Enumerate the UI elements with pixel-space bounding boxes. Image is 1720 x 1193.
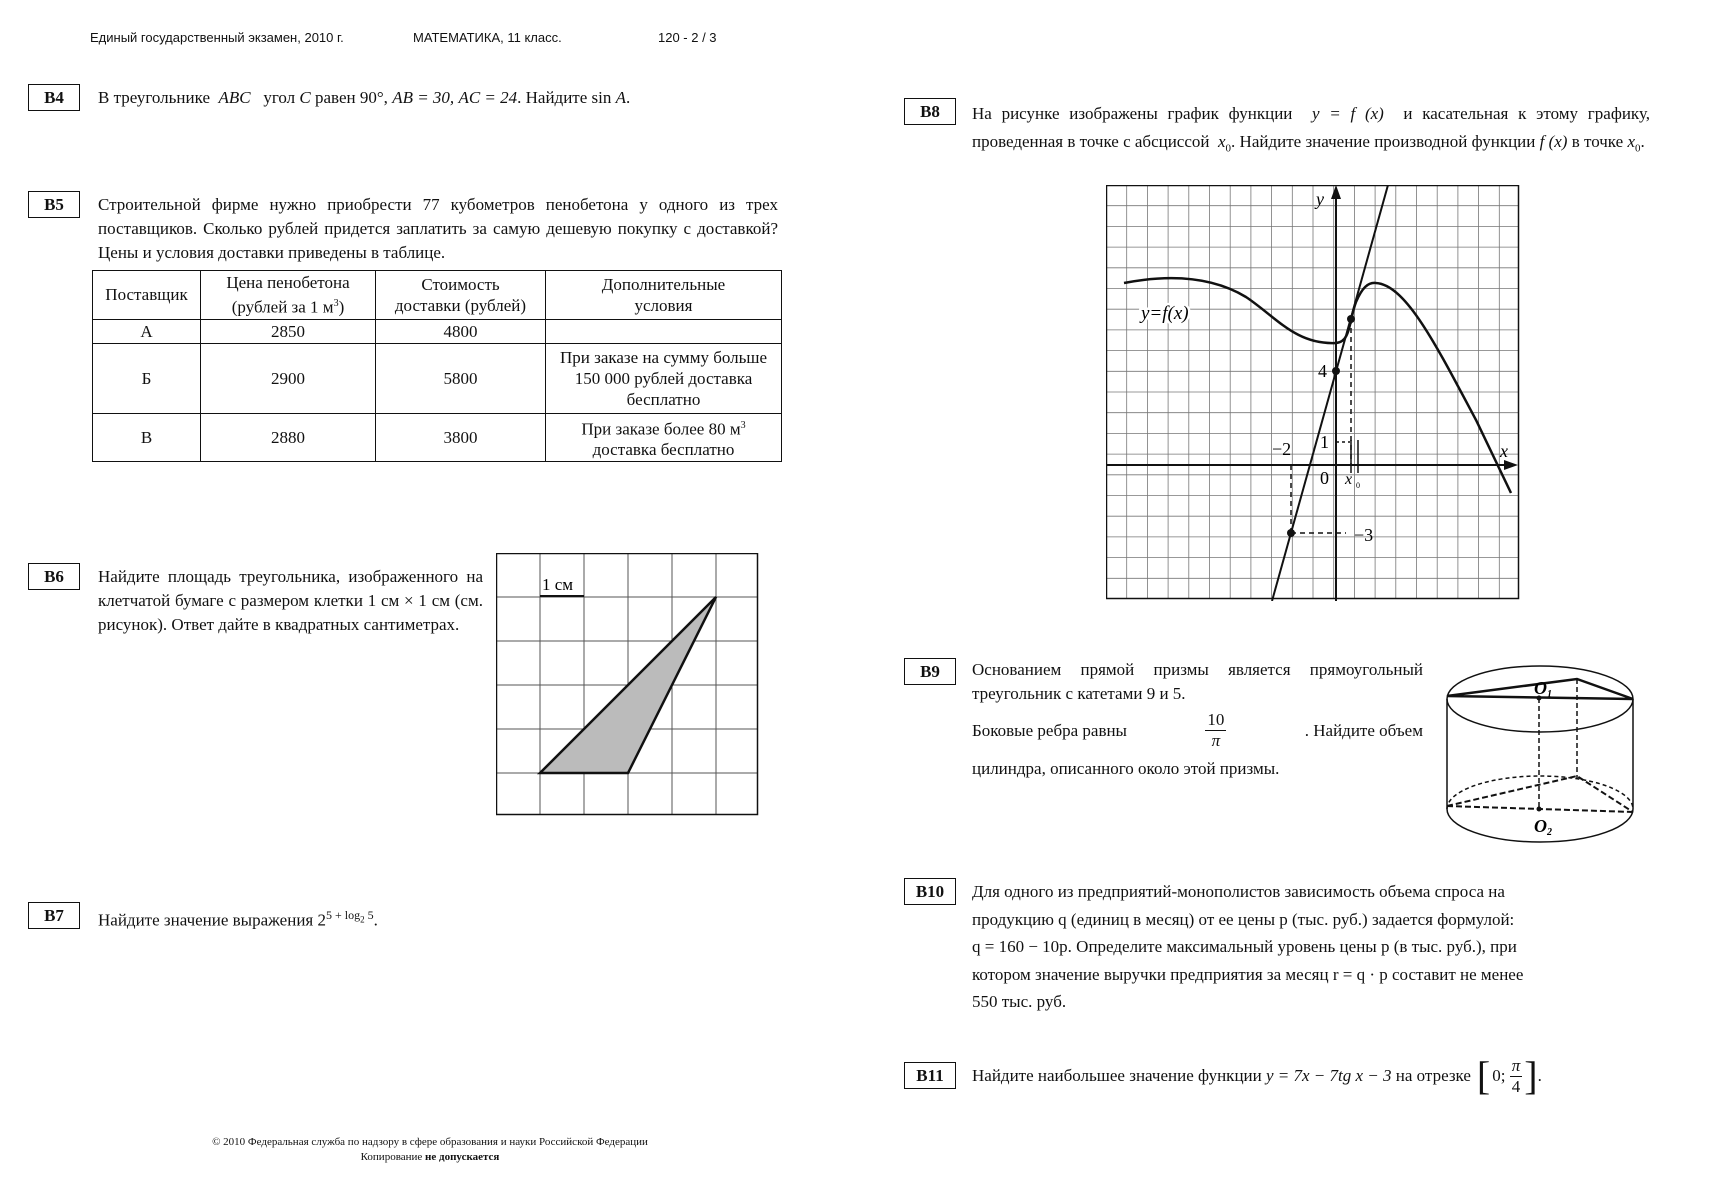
task-label-b11: B11 [904,1062,956,1089]
table-cell: 2850 [201,319,376,343]
table-header: Поставщик [93,271,201,320]
task-b5-text: Строительной фирме нужно приобрести 77 кубометров пенобетона у одного из трех поставщиков. Сколько рублей придется заплатить за самую дешевую покупку с доставкой? Цены и условия доставки приведены в таблице. [98,195,778,262]
task-b10-text: Для одного из предприятий-монополистов зависимость объема спроса на продукцию q (единиц в месяц) от ее цены p (тыс. руб.) задается формулой: q = 160 − 10p. Определите максимальный уровень цены p (в тыс. руб.), при котором значение выручки предприятия за месяц r = q · p составит не менее 550 тыс. руб. [972,882,1524,1011]
table-cell: В [93,413,201,462]
tick-label: x [1345,471,1353,488]
task-label-b10: B10 [904,878,956,905]
table-cell: А [93,319,201,343]
function-graph [1106,185,1520,601]
task-label-b7: B7 [28,902,80,929]
fraction: $\frac{10}{\pi}$ [1207,710,1225,750]
header-exam: Единый государственный экзамен, 2010 г. [90,30,344,45]
task-b11-text: Найдите наибольшее значение функции y = 7x − 7tg x − 3 на отрезке [ 0; $\frac{\pi}{4}$ ] . [972,1053,1542,1098]
table-row [93,319,782,343]
task-label-b5: B5 [28,191,80,218]
table-cell: При заказе более 80 $м^3$ доставка бесплатно [546,413,782,462]
x-axis-label: x [1500,441,1508,461]
tick-label: 0 [1356,481,1360,490]
tick-label: −2 [1272,439,1292,459]
task-b7-text: Найдите значение выражения $2^{5 + log_2 5}$. [98,908,378,930]
task-b8-text: На рисунке изображены график функции y = f (x) и касательная к этому графику, проведенная в точке с абсциссой $x_0$. Найдите значение производной функции f (x) в точке $x_0$. [972,104,1650,155]
table-header: Цена пенобетона (рублей за 1 $м^3$) [201,271,376,320]
tick-label: 4 [1318,361,1327,381]
task-label-b8: B8 [904,98,956,125]
task-b6-text: Найдите площадь треугольника, изображенного на клетчатой бумаге с размером клетки 1 см × 1 см (см. рисунок). Ответ дайте в квадратных сантиметрах. [98,567,483,634]
label-o2: O2 [1534,816,1552,838]
header-code: 120 - 2 / 3 [658,30,717,45]
table-header: Стоимость доставки (рублей) [376,271,546,320]
triangle-grid-figure [496,553,760,817]
table-cell [546,319,782,343]
scale-label: 1 см [542,575,574,594]
table-header-row [93,271,782,320]
table-cell: 5800 [376,343,546,413]
fraction: $\frac{\pi}{4}$ [1511,1055,1521,1096]
label-o1: O1 [1534,678,1552,700]
table-row [93,413,782,462]
task-b9-text: Основанием прямой призмы является прямоугольный треугольник с катетами 9 и 5. Боковые ребра равны $\frac{10}{\pi}$ . Найдите объем цилиндра, описанного около этой призмы. [972,660,1423,778]
table-cell: 4800 [376,319,546,343]
cylinder-prism-figure [1442,654,1642,854]
tick-label: 1 [1320,432,1329,452]
table-cell: При заказе на сумму больше 150 000 рублей доставка бесплатно [546,343,782,413]
header-subject: МАТЕМАТИКА, 11 класс. [413,30,562,45]
supplier-table [92,270,782,462]
task-label-b6: B6 [28,563,80,590]
tick-label: −3 [1354,525,1374,545]
table-cell: 2900 [201,343,376,413]
table-cell: Б [93,343,201,413]
curve-label: y=f(x) [1141,303,1189,324]
tick-label: 0 [1320,468,1329,488]
table-cell: 2880 [201,413,376,462]
task-label-b9: B9 [904,658,956,685]
y-axis-label: y [1316,189,1324,209]
table-cell: 3800 [376,413,546,462]
table-row [93,343,782,413]
task-b4-text: В треугольнике ABC угол C равен 90°, AB = 30, AC = 24. Найдите sin A. [98,88,631,107]
footer-copyright: © 2010 Федеральная служба по надзору в сфере образования и науки Российской Федерации [212,1136,648,1148]
table-header: Дополнительные условия [546,271,782,320]
footer-copy-notice: Копирование не допускается [360,1151,500,1163]
task-label-b4: B4 [28,84,80,111]
